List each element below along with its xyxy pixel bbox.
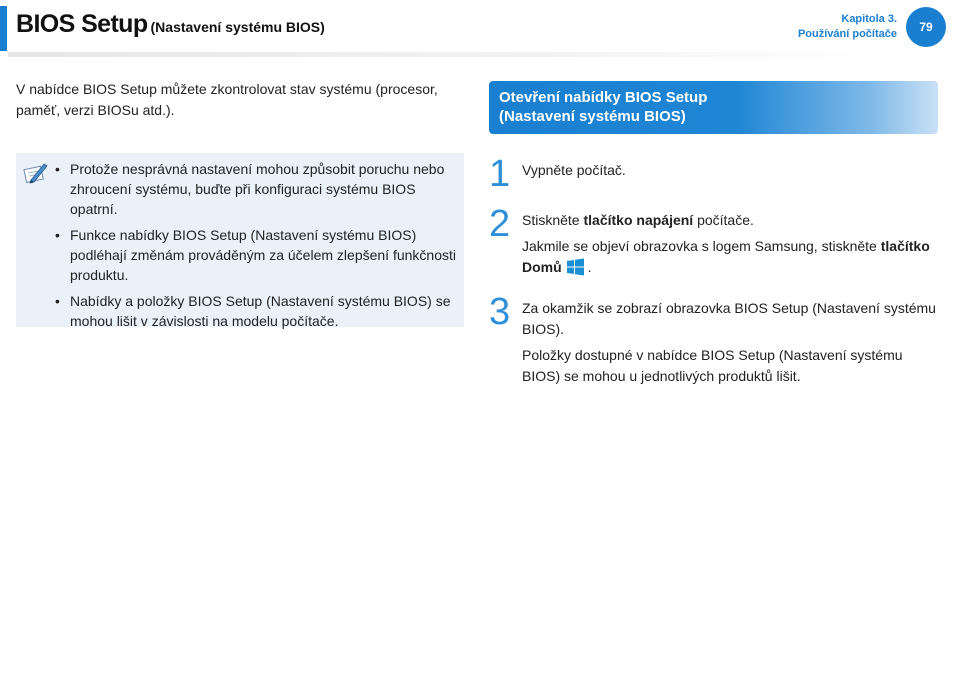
intro-paragraph: V nabídce BIOS Setup můžete zkontrolovat stav systému (procesor, paměť, verzi BIOSu atd.).: [16, 81, 438, 118]
step-detail: Položky dostupné v nabídce BIOS Setup (Nastavení systému BIOS) se mohou u jednotlivých produktů lišit.: [522, 347, 903, 384]
step-text: [522, 298, 936, 387]
page-title-main: BIOS Setup: [16, 10, 148, 38]
section-title-line1: Otevření nabídky BIOS Setup: [499, 89, 708, 106]
step-number: 3: [489, 291, 511, 333]
page-number-badge: 79: [906, 7, 946, 47]
chapter-title: Používání počítače: [797, 28, 897, 40]
step-instruction: Stiskněte tlačítko napájení počítače.: [522, 212, 754, 228]
section-header: [489, 81, 938, 134]
windows-logo-icon: [566, 258, 585, 276]
chapter-label: [798, 12, 897, 42]
note-item: • Protože nesprávná nastavení mohou způsobit poruchu nebo zhroucení systému, buďte při konfiguraci systému BIOS opatrní.: [54, 159, 460, 219]
step-instruction: Vypněte počítač.: [522, 162, 626, 178]
page-title: [16, 10, 325, 39]
step-number: 1: [489, 153, 511, 195]
section-title-line2: (Nastavení systému BIOS): [499, 108, 686, 125]
step-text: [522, 160, 936, 181]
step-instruction: Za okamžik se zobrazí obrazovka BIOS Setup (Nastavení systému BIOS).: [522, 300, 936, 337]
step-text: [522, 210, 936, 278]
step-detail: Jakmile se objeví obrazovka s logem Samsung, stiskněte tlačítko Domů .: [522, 238, 930, 275]
power-button-label: tlačítko napájení: [583, 212, 694, 228]
pencil-note-icon: [22, 159, 50, 187]
chapter-number: Kapitola 3.: [841, 13, 897, 25]
note-list: [54, 159, 460, 337]
note-item: • Funkce nabídky BIOS Setup (Nastavení systému BIOS) podléhají změnám prováděným za účelem zlepšení funkčnosti produktu.: [54, 225, 460, 285]
page-title-subtitle: (Nastavení systému BIOS): [150, 19, 325, 35]
header-accent-bar: [0, 6, 7, 51]
home-button-label: tlačítko Domů: [522, 238, 930, 275]
note-item: • Nabídky a položky BIOS Setup (Nastavení systému BIOS) se mohou lišit v závislosti na modelu počítače.: [54, 291, 460, 331]
header-divider: [8, 52, 888, 57]
note-box: [16, 153, 464, 327]
step-number: 2: [489, 203, 511, 245]
